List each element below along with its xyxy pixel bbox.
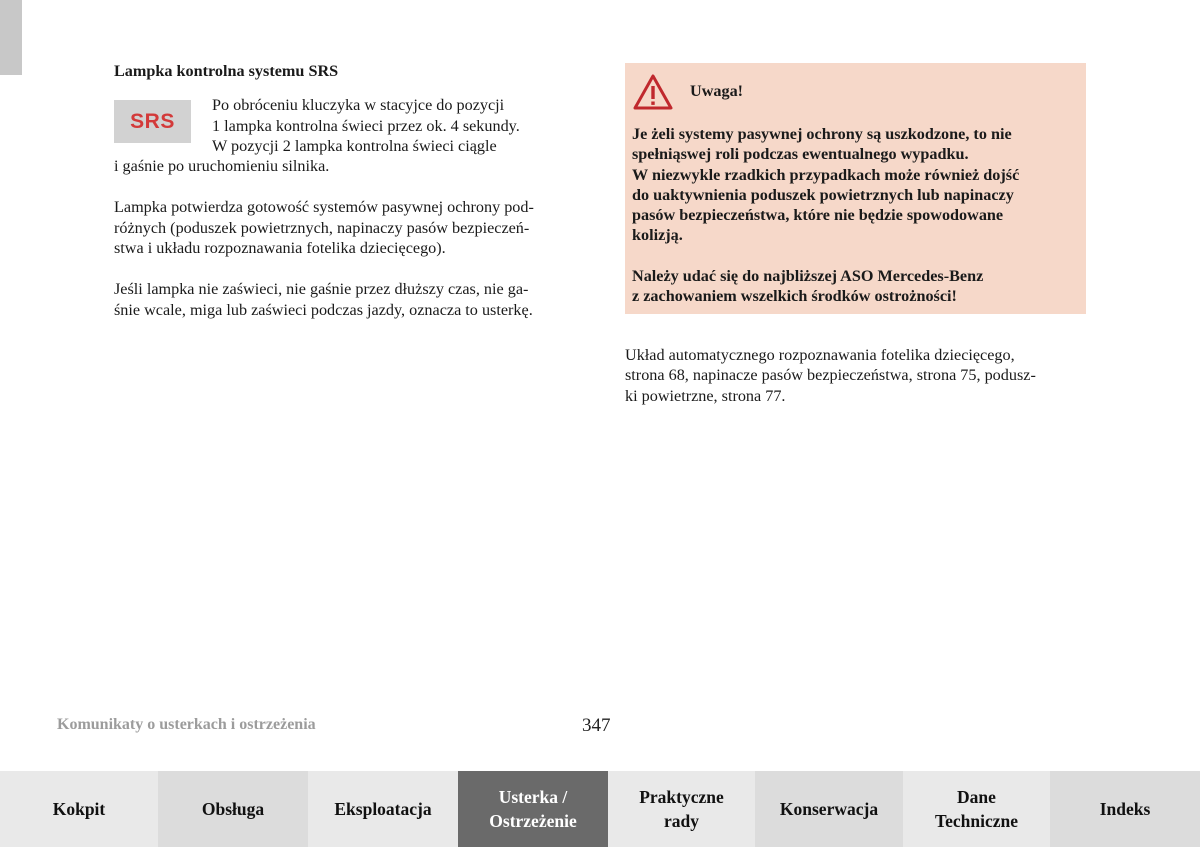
section-title: Lampka kontrolna systemu SRS bbox=[114, 62, 339, 80]
chapter-tab-bar bbox=[0, 771, 1200, 847]
warning-paragraph-1 bbox=[632, 124, 1078, 246]
tab-dane-techniczne[interactable]: Dane Techniczne bbox=[903, 771, 1050, 847]
srs-lamp-label: SRS bbox=[130, 109, 175, 133]
text-line: strona 68, napinacze pasów bezpieczeństwa, strona 75, podusz- bbox=[625, 366, 1036, 385]
tab-usterka-ostrzezenie[interactable]: Usterka / Ostrzeżenie bbox=[458, 771, 608, 847]
text-line: śnie wcale, miga lub zaświeci podczas jazdy, oznacza to usterkę. bbox=[114, 300, 533, 319]
text-line: stwa i układu rozpoznawania fotelika dziecięcego). bbox=[114, 239, 446, 258]
warning-paragraph-2 bbox=[632, 266, 1078, 307]
tab-indeks[interactable]: Indeks bbox=[1050, 771, 1200, 847]
text-line: W pozycji 2 lampka kontrolna świeci ciągle bbox=[212, 136, 497, 155]
page-number: 347 bbox=[582, 715, 611, 736]
srs-warning-lamp-icon bbox=[114, 100, 191, 143]
srs-lamp-description bbox=[212, 95, 576, 156]
page-corner-mark bbox=[0, 0, 22, 75]
text-line: do uaktywnienia poduszek powietrznych lub napinaczy bbox=[632, 185, 1014, 204]
tab-konserwacja[interactable]: Konserwacja bbox=[755, 771, 903, 847]
tab-eksploatacja[interactable]: Eksploatacja bbox=[308, 771, 458, 847]
text-line: Po obróceniu kluczyka w stacyjce do pozycji bbox=[212, 96, 505, 115]
text-line: spełniąswej roli podczas ewentualnego wypadku. bbox=[632, 145, 969, 164]
text-line: Lampka potwierdza gotowość systemów pasywnej ochrony pod- bbox=[114, 198, 534, 217]
text-line: z zachowaniem wszelkich środków ostrożności! bbox=[632, 287, 957, 306]
text-line: ki powietrzne, strona 77. bbox=[625, 386, 786, 405]
tab-obsluga[interactable]: Obsługa bbox=[158, 771, 308, 847]
srs-lamp-description-continued: i gaśnie po uruchomieniu silnika. bbox=[114, 157, 330, 176]
text-line: pasów bezpieczeństwa, które nie będzie spowodowane bbox=[632, 206, 1004, 225]
text-line: 1 lampka kontrolna świeci przez ok. 4 sekundy. bbox=[212, 116, 520, 135]
text-line: Układ automatycznego rozpoznawania fotelika dziecięcego, bbox=[625, 346, 1015, 364]
text-line: Jeśli lampka nie zaświeci, nie gaśnie przez dłuższy czas, nie ga- bbox=[114, 280, 529, 299]
srs-lamp-row bbox=[114, 95, 576, 156]
warning-title: Uwaga! bbox=[690, 81, 744, 100]
srs-section bbox=[114, 61, 576, 320]
text-line: kolizją. bbox=[632, 226, 683, 245]
text-line: Należy udać się do najbliższej ASO Mercedes-Benz bbox=[632, 266, 984, 285]
tab-praktyczne-rady[interactable]: Praktyczne rady bbox=[608, 771, 755, 847]
text-line: różnych (poduszek powietrznych, napinaczy pasów bezpieczeń- bbox=[114, 218, 530, 237]
paragraph-readiness bbox=[114, 197, 576, 258]
cross-reference-text bbox=[625, 345, 1086, 406]
text-line: W niezwykle rzadkich przypadkach może również dojść bbox=[632, 165, 1020, 184]
warning-box bbox=[625, 63, 1086, 314]
paragraph-malfunction bbox=[114, 279, 576, 320]
text-line: Je żeli systemy pasywnej ochrony są uszkodzone, to nie bbox=[632, 125, 1012, 143]
tab-kokpit[interactable]: Kokpit bbox=[0, 771, 158, 847]
warning-header bbox=[632, 73, 1078, 111]
footer-section-title: Komunikaty o usterkach i ostrzeżenia bbox=[57, 716, 316, 733]
warning-triangle-icon bbox=[632, 73, 674, 111]
